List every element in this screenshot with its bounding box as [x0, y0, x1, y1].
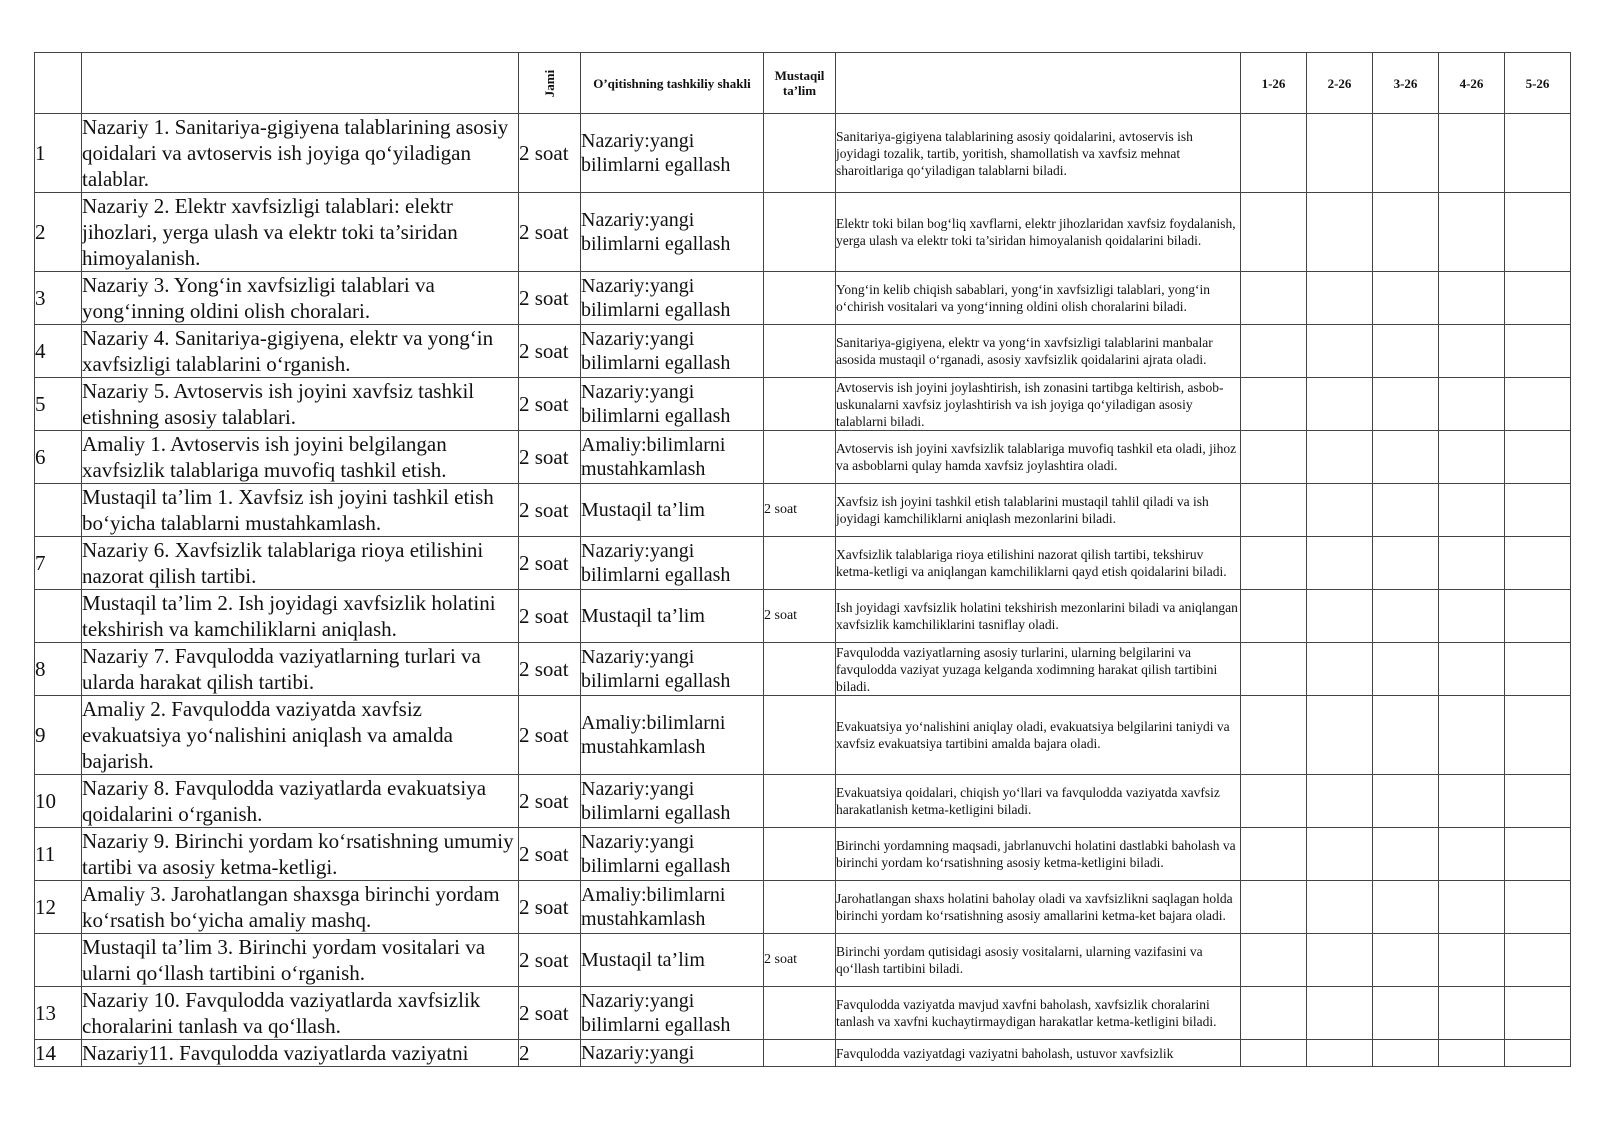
row-group-2-cell — [1307, 696, 1373, 775]
row-group-4-cell — [1439, 987, 1505, 1040]
row-group-1-cell — [1241, 643, 1307, 696]
table-row — [35, 1040, 1571, 1067]
row-group-5-cell — [1505, 114, 1571, 193]
row-hours: 2 soat — [519, 987, 581, 1040]
row-topic: Nazariy 7. Favqulodda vaziyatlarning turlari va ularda harakat qilish tartibi. — [82, 643, 519, 696]
row-number: 9 — [35, 696, 82, 775]
row-group-3-cell — [1373, 775, 1439, 828]
row-hours: 2 soat — [519, 484, 581, 537]
row-group-2-cell — [1307, 881, 1373, 934]
row-group-5-cell — [1505, 643, 1571, 696]
row-group-4-cell — [1439, 828, 1505, 881]
row-group-3-cell — [1373, 378, 1439, 431]
row-hours: 2 soat — [519, 590, 581, 643]
row-independent-hours: 2 soat — [764, 590, 836, 643]
row-outcome: Sanitariya-gigiyena talablarining asosiy qoidalarini, avtoservis ish joyidagi tozalik, tartib, yoritish, shamollatish va xavfsiz mehnat sharoitlariga qo‘yiladigan talablarni biladi. — [836, 114, 1241, 193]
row-topic: Nazariy 2. Elektr xavfsizligi talablari: elektr jihozlari, yerga ulash va elektr toki ta’siridan himoyalanish. — [82, 193, 519, 272]
row-group-3-cell — [1373, 537, 1439, 590]
row-group-3-cell — [1373, 590, 1439, 643]
header-group-2: 2-26 — [1307, 53, 1373, 114]
row-group-4-cell — [1439, 114, 1505, 193]
row-number: 11 — [35, 828, 82, 881]
row-group-2-cell — [1307, 484, 1373, 537]
header-group-4: 4-26 — [1439, 53, 1505, 114]
header-total — [519, 53, 581, 114]
row-topic: Nazariy 1. Sanitariya-gigiyena talablarining asosiy qoidalari va avtoservis ish joyiga qo‘yiladigan talablar. — [82, 114, 519, 193]
row-outcome: Favqulodda vaziyatlarning asosiy turlarini, ularning belgilarini va favqulodda vaziyat yuzaga kelganda xodimning harakat qilish tartibini biladi. — [836, 643, 1241, 696]
row-group-3-cell — [1373, 881, 1439, 934]
row-group-5-cell — [1505, 1040, 1571, 1067]
row-number: 13 — [35, 987, 82, 1040]
row-group-3-cell — [1373, 484, 1439, 537]
row-group-1-cell — [1241, 537, 1307, 590]
row-group-2-cell — [1307, 643, 1373, 696]
row-outcome: Favqulodda vaziyatda mavjud xavfni baholash, xavfsizlik choralarini tanlash va xavfni kuchaytirmaydigan harakatlar ketma-ketligini biladi. — [836, 987, 1241, 1040]
row-hours: 2 soat — [519, 696, 581, 775]
row-independent-hours: 2 soat — [764, 934, 836, 987]
row-number — [35, 590, 82, 643]
table-row — [35, 828, 1571, 881]
row-outcome: Evakuatsiya qoidalari, chiqish yo‘llari va favqulodda vaziyatda xavfsiz harakatlanish ketma-ketligini biladi. — [836, 775, 1241, 828]
table-row — [35, 193, 1571, 272]
table-row — [35, 696, 1571, 775]
row-topic: Amaliy 1. Avtoservis ish joyini belgilangan xavfsizlik talablariga muvofiq tashkil etish. — [82, 431, 519, 484]
row-group-4-cell — [1439, 934, 1505, 987]
row-group-4-cell — [1439, 537, 1505, 590]
header-outcome — [836, 53, 1241, 114]
header-group-5: 5-26 — [1505, 53, 1571, 114]
row-form: Nazariy:yangi bilimlarni egallash — [581, 775, 764, 828]
row-outcome: Xavfsiz ish joyini tashkil etish talablarini mustaqil tahlil qiladi va ish joyidagi kamchiliklarni aniqlash mezonlarini biladi. — [836, 484, 1241, 537]
row-hours: 2 soat — [519, 272, 581, 325]
row-independent-hours — [764, 881, 836, 934]
table-row — [35, 431, 1571, 484]
row-group-1-cell — [1241, 193, 1307, 272]
row-group-1-cell — [1241, 828, 1307, 881]
row-outcome: Avtoservis ish joyini joylashtirish, ish zonasini tartibga keltirish, asbob-uskunalarni xavfsiz joylashtirish va ish joyiga qo‘yiladigan asosiy talablarni biladi. — [836, 378, 1241, 431]
header-group-3: 3-26 — [1373, 53, 1439, 114]
row-independent-hours — [764, 431, 836, 484]
row-group-2-cell — [1307, 272, 1373, 325]
row-number: 7 — [35, 537, 82, 590]
row-group-4-cell — [1439, 378, 1505, 431]
row-group-1-cell — [1241, 987, 1307, 1040]
row-outcome: Evakuatsiya yo‘nalishini aniqlay oladi, evakuatsiya belgilarini taniydi va xavfsiz evakuatsiya tartibini amalda bajara oladi. — [836, 696, 1241, 775]
row-group-1-cell — [1241, 934, 1307, 987]
table-row — [35, 484, 1571, 537]
row-hours: 2 soat — [519, 828, 581, 881]
row-group-1-cell — [1241, 881, 1307, 934]
row-group-4-cell — [1439, 643, 1505, 696]
row-form: Nazariy:yangi bilimlarni egallash — [581, 828, 764, 881]
row-group-5-cell — [1505, 537, 1571, 590]
row-form: Nazariy:yangi bilimlarni egallash — [581, 378, 764, 431]
table-row — [35, 775, 1571, 828]
row-independent-hours — [764, 828, 836, 881]
row-form: Nazariy:yangi bilimlarni egallash — [581, 643, 764, 696]
row-group-4-cell — [1439, 1040, 1505, 1067]
row-hours: 2 soat — [519, 431, 581, 484]
row-group-2-cell — [1307, 114, 1373, 193]
row-topic: Mustaqil ta’lim 3. Birinchi yordam vositalari va ularni qo‘llash tartibini o‘rganish. — [82, 934, 519, 987]
row-group-4-cell — [1439, 881, 1505, 934]
row-hours: 2 soat — [519, 881, 581, 934]
row-group-2-cell — [1307, 775, 1373, 828]
row-group-5-cell — [1505, 378, 1571, 431]
row-form: Mustaqil ta’lim — [581, 934, 764, 987]
row-group-1-cell — [1241, 484, 1307, 537]
row-hours: 2 soat — [519, 775, 581, 828]
row-form: Nazariy:yangi — [581, 1040, 764, 1067]
row-outcome: Avtoservis ish joyini xavfsizlik talablariga muvofiq tashkil eta oladi, jihoz va asboblarni qulay hamda xavfsiz joylashtira oladi. — [836, 431, 1241, 484]
row-independent-hours — [764, 114, 836, 193]
row-hours: 2 soat — [519, 114, 581, 193]
row-group-1-cell — [1241, 696, 1307, 775]
row-form: Nazariy:yangi bilimlarni egallash — [581, 537, 764, 590]
row-form: Nazariy:yangi bilimlarni egallash — [581, 114, 764, 193]
row-group-1-cell — [1241, 1040, 1307, 1067]
row-group-5-cell — [1505, 881, 1571, 934]
row-form: Mustaqil ta’lim — [581, 484, 764, 537]
row-group-3-cell — [1373, 1040, 1439, 1067]
row-group-5-cell — [1505, 484, 1571, 537]
header-total-label: Jami — [542, 69, 557, 97]
row-group-4-cell — [1439, 775, 1505, 828]
header-independent: Mustaqil ta’lim — [764, 53, 836, 114]
row-hours: 2 — [519, 1040, 581, 1067]
row-outcome: Favqulodda vaziyatdagi vaziyatni baholash, ustuvor xavfsizlik — [836, 1040, 1241, 1067]
row-group-3-cell — [1373, 828, 1439, 881]
row-group-2-cell — [1307, 537, 1373, 590]
row-group-4-cell — [1439, 590, 1505, 643]
table-row — [35, 643, 1571, 696]
row-number: 6 — [35, 431, 82, 484]
header-num — [35, 53, 82, 114]
row-independent-hours — [764, 272, 836, 325]
row-group-3-cell — [1373, 934, 1439, 987]
row-number: 12 — [35, 881, 82, 934]
table-row — [35, 934, 1571, 987]
row-topic: Mustaqil ta’lim 2. Ish joyidagi xavfsizlik holatini tekshirish va kamchiliklarni aniqlash. — [82, 590, 519, 643]
row-group-4-cell — [1439, 272, 1505, 325]
row-hours: 2 soat — [519, 934, 581, 987]
row-form: Nazariy:yangi bilimlarni egallash — [581, 193, 764, 272]
row-group-4-cell — [1439, 325, 1505, 378]
row-topic: Amaliy 2. Favqulodda vaziyatda xavfsiz evakuatsiya yo‘nalishini aniqlash va amalda bajarish. — [82, 696, 519, 775]
row-topic: Amaliy 3. Jarohatlangan shaxsga birinchi yordam ko‘rsatish bo‘yicha amaliy mashq. — [82, 881, 519, 934]
row-group-5-cell — [1505, 775, 1571, 828]
row-group-1-cell — [1241, 590, 1307, 643]
row-group-2-cell — [1307, 325, 1373, 378]
row-group-4-cell — [1439, 193, 1505, 272]
row-number: 2 — [35, 193, 82, 272]
row-number: 14 — [35, 1040, 82, 1067]
row-outcome: Yong‘in kelib chiqish sabablari, yong‘in xavfsizligi talablari, yong‘in o‘chirish vositalari va yong‘inning oldini olish choralarini biladi. — [836, 272, 1241, 325]
row-group-1-cell — [1241, 325, 1307, 378]
row-group-3-cell — [1373, 193, 1439, 272]
row-group-3-cell — [1373, 272, 1439, 325]
row-group-1-cell — [1241, 114, 1307, 193]
row-topic: Nazariy 4. Sanitariya-gigiyena, elektr va yong‘in xavfsizligi talablarini o‘rganish. — [82, 325, 519, 378]
row-group-1-cell — [1241, 775, 1307, 828]
row-hours: 2 soat — [519, 643, 581, 696]
row-group-1-cell — [1241, 272, 1307, 325]
table-row — [35, 325, 1571, 378]
row-group-4-cell — [1439, 431, 1505, 484]
row-group-2-cell — [1307, 590, 1373, 643]
row-number: 3 — [35, 272, 82, 325]
table-row — [35, 537, 1571, 590]
row-topic: Nazariy 6. Xavfsizlik talablariga rioya etilishini nazorat qilish tartibi. — [82, 537, 519, 590]
row-group-2-cell — [1307, 934, 1373, 987]
row-topic: Nazariy 3. Yong‘in xavfsizligi talablari va yong‘inning oldini olish choralari. — [82, 272, 519, 325]
row-form: Mustaqil ta’lim — [581, 590, 764, 643]
table-row — [35, 881, 1571, 934]
row-number: 10 — [35, 775, 82, 828]
table-row — [35, 378, 1571, 431]
row-group-2-cell — [1307, 431, 1373, 484]
row-hours: 2 soat — [519, 193, 581, 272]
row-group-5-cell — [1505, 696, 1571, 775]
row-outcome: Ish joyidagi xavfsizlik holatini tekshirish mezonlarini biladi va aniqlangan xavfsizlik kamchiliklarini tasniflay oladi. — [836, 590, 1241, 643]
row-outcome: Sanitariya-gigiyena, elektr va yong‘in xavfsizligi talablarini manbalar asosida mustaqil o‘rganadi, asosiy xavfsizlik qoidalarini ajrata oladi. — [836, 325, 1241, 378]
row-independent-hours — [764, 537, 836, 590]
row-group-3-cell — [1373, 431, 1439, 484]
row-group-2-cell — [1307, 1040, 1373, 1067]
table-row — [35, 114, 1571, 193]
row-outcome: Jarohatlangan shaxs holatini baholay oladi va xavfsizlikni saqlagan holda birinchi yordam ko‘rsatishning asosiy amallarini ketma-ket bajara oladi. — [836, 881, 1241, 934]
row-topic: Nazariy 5. Avtoservis ish joyini xavfsiz tashkil etishning asosiy talablari. — [82, 378, 519, 431]
row-group-3-cell — [1373, 325, 1439, 378]
row-group-5-cell — [1505, 590, 1571, 643]
row-topic: Nazariy 9. Birinchi yordam ko‘rsatishning umumiy tartibi va asosiy ketma-ketligi. — [82, 828, 519, 881]
row-number: 1 — [35, 114, 82, 193]
row-number: 5 — [35, 378, 82, 431]
row-topic: Mustaqil ta’lim 1. Xavfsiz ish joyini tashkil etish bo‘yicha talablarni mustahkamlash. — [82, 484, 519, 537]
row-form: Nazariy:yangi bilimlarni egallash — [581, 325, 764, 378]
row-hours: 2 soat — [519, 378, 581, 431]
row-number: 4 — [35, 325, 82, 378]
header-group-1: 1-26 — [1241, 53, 1307, 114]
row-independent-hours — [764, 775, 836, 828]
row-form: Nazariy:yangi bilimlarni egallash — [581, 272, 764, 325]
row-group-5-cell — [1505, 272, 1571, 325]
row-group-3-cell — [1373, 987, 1439, 1040]
row-group-5-cell — [1505, 987, 1571, 1040]
row-form: Nazariy:yangi bilimlarni egallash — [581, 987, 764, 1040]
row-group-5-cell — [1505, 325, 1571, 378]
table-row — [35, 987, 1571, 1040]
row-group-2-cell — [1307, 378, 1373, 431]
row-form: Amaliy:bilimlarni mustahkamlash — [581, 881, 764, 934]
table-row — [35, 272, 1571, 325]
row-topic: Nazariy 8. Favqulodda vaziyatlarda evakuatsiya qoidalarini o‘rganish. — [82, 775, 519, 828]
row-independent-hours: 2 soat — [764, 484, 836, 537]
row-group-1-cell — [1241, 378, 1307, 431]
row-group-5-cell — [1505, 828, 1571, 881]
row-group-5-cell — [1505, 193, 1571, 272]
row-group-3-cell — [1373, 643, 1439, 696]
row-number — [35, 484, 82, 537]
table-row — [35, 590, 1571, 643]
row-group-4-cell — [1439, 484, 1505, 537]
row-outcome: Xavfsizlik talablariga rioya etilishini nazorat qilish tartibi, tekshiruv ketma-ketligi va aniqlangan kamchiliklarni qayd etish qoidalarini biladi. — [836, 537, 1241, 590]
row-outcome: Birinchi yordamning maqsadi, jabrlanuvchi holatini dastlabki baholash va birinchi yordam ko‘rsatishning asosiy ketma-ketligini biladi. — [836, 828, 1241, 881]
row-group-3-cell — [1373, 696, 1439, 775]
row-form: Amaliy:bilimlarni mustahkamlash — [581, 431, 764, 484]
row-number: 8 — [35, 643, 82, 696]
row-hours: 2 soat — [519, 325, 581, 378]
row-independent-hours — [764, 378, 836, 431]
row-group-1-cell — [1241, 431, 1307, 484]
row-group-5-cell — [1505, 431, 1571, 484]
row-number — [35, 934, 82, 987]
row-independent-hours — [764, 643, 836, 696]
row-independent-hours — [764, 987, 836, 1040]
lesson-plan-table — [34, 52, 1571, 1067]
row-independent-hours — [764, 1040, 836, 1067]
header-form: O’qitishning tashkiliy shakli — [581, 53, 764, 114]
row-outcome: Elektr toki bilan bog‘liq xavflarni, elektr jihozlaridan xavfsiz foydalanish, yerga ulash va elektr toki ta’siridan himoyalanish qoidalarini biladi. — [836, 193, 1241, 272]
row-outcome: Birinchi yordam qutisidagi asosiy vositalarni, ularning vazifasini va qo‘llash tartibini biladi. — [836, 934, 1241, 987]
row-group-2-cell — [1307, 987, 1373, 1040]
row-form: Amaliy:bilimlarni mustahkamlash — [581, 696, 764, 775]
row-independent-hours — [764, 193, 836, 272]
row-group-4-cell — [1439, 696, 1505, 775]
row-group-3-cell — [1373, 114, 1439, 193]
row-group-2-cell — [1307, 828, 1373, 881]
row-group-5-cell — [1505, 934, 1571, 987]
row-topic: Nazariy11. Favqulodda vaziyatlarda vaziyatni — [82, 1040, 519, 1067]
header-topic — [82, 53, 519, 114]
row-topic: Nazariy 10. Favqulodda vaziyatlarda xavfsizlik choralarini tanlash va qo‘llash. — [82, 987, 519, 1040]
row-independent-hours — [764, 325, 836, 378]
row-group-2-cell — [1307, 193, 1373, 272]
row-independent-hours — [764, 696, 836, 775]
header-row — [35, 53, 1571, 114]
row-hours: 2 soat — [519, 537, 581, 590]
